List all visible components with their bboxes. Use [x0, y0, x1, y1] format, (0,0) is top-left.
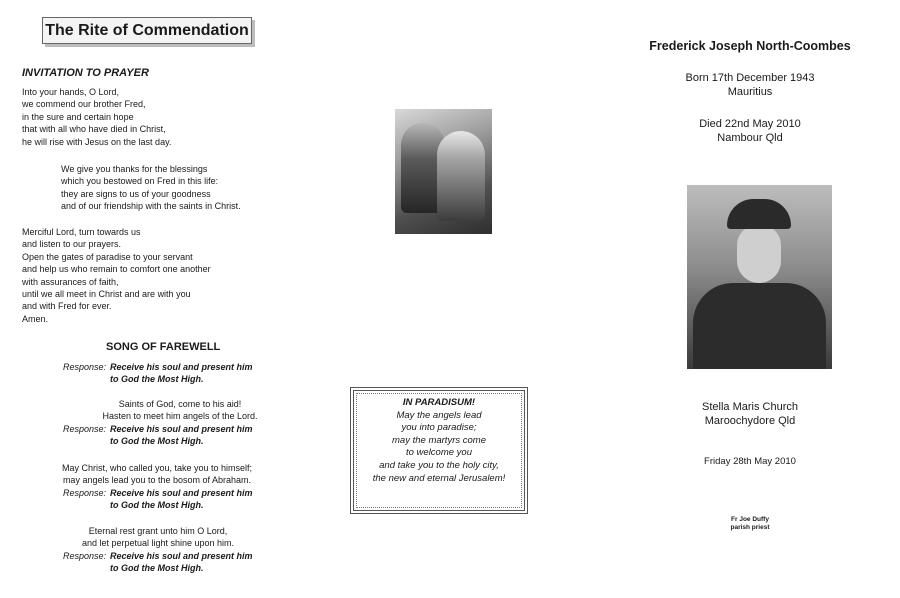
response-text-cont: to God the Most High.: [110, 563, 204, 574]
photo-figure-woman: [437, 131, 485, 221]
response-label: Response:: [62, 488, 106, 498]
response-text: Receive his soul and present him: [110, 551, 253, 561]
response-block-2: [58, 423, 253, 448]
response-label: Response:: [62, 424, 106, 434]
response-text-cont: to God the Most High.: [110, 436, 204, 447]
died-place: Nambour Qld: [717, 132, 783, 144]
prayer-paragraph-3: Merciful Lord, turn towards us and listen to our prayers. Open the gates of paradise to your servant and help us who remain to comfort one another with assurances of faith, until we all meet in Christ and are with you and with Fred for ever. Amen.: [22, 227, 211, 324]
response-text-cont: to God the Most High.: [110, 374, 204, 385]
verse-1: Saints of God, come to his aid! Hasten to meet him angels of the Lord.: [102, 399, 258, 422]
in-paradisum-box: [350, 387, 528, 514]
invitation-heading: INVITATION TO PRAYER: [22, 67, 149, 79]
portrait-cap: [727, 199, 791, 229]
verse-2: May Christ, who called you, take you to himself; may angels lead you to the bosom of Abraham.: [61, 463, 253, 486]
response-label: Response:: [62, 551, 106, 561]
response-block-4: [58, 550, 253, 575]
church-name: Stella Maris Church: [702, 401, 798, 413]
response-text: Receive his soul and present him: [110, 488, 253, 498]
church-place: Maroochydore Qld: [704, 415, 796, 427]
priest-name: Fr Joe Duffy: [731, 516, 769, 523]
portrait-face: [737, 225, 781, 283]
prayer-paragraph-1: Into your hands, O Lord, we commend our brother Fred, in the sure and certain hope that with all who have died in Christ, he will rise with Jesus on the last day.: [22, 87, 172, 147]
born-place: Mauritius: [727, 86, 773, 98]
portrait-photo: [687, 185, 832, 369]
response-text-cont: to God the Most High.: [110, 500, 204, 511]
deceased-name: Frederick Joseph North-Coombes: [649, 39, 851, 53]
priest-role: parish priest: [730, 524, 770, 531]
response-text: Receive his soul and present him: [110, 362, 253, 372]
response-block-1: [58, 361, 253, 386]
response-label: Response:: [62, 362, 106, 372]
response-block-3: [58, 487, 253, 512]
response-text: Receive his soul and present him: [110, 424, 253, 434]
prayer-paragraph-2: We give you thanks for the blessings which you bestowed on Fred in this life: they are signs to us of your goodness and of our friendship with the saints in Christ.: [61, 164, 241, 212]
song-heading: SONG OF FAREWELL: [106, 341, 221, 353]
paradisum-title: IN PARADISUM!: [402, 397, 476, 408]
paradisum-text: May the angels lead you into paradise; may the martyrs come to welcome you and take you to the holy city, the new and eternal Jerusalem!: [372, 409, 506, 484]
service-date: Friday 28th May 2010: [704, 456, 796, 467]
born-date: Born 17th December 1943: [685, 72, 815, 84]
verse-3: Eternal rest grant unto him O Lord, and let perpetual light shine upon him.: [81, 526, 235, 549]
couple-photo: [395, 109, 492, 234]
page-title: The Rite of Commendation: [42, 17, 252, 44]
portrait-uniform: [693, 283, 826, 369]
died-date: Died 22nd May 2010: [699, 118, 801, 130]
